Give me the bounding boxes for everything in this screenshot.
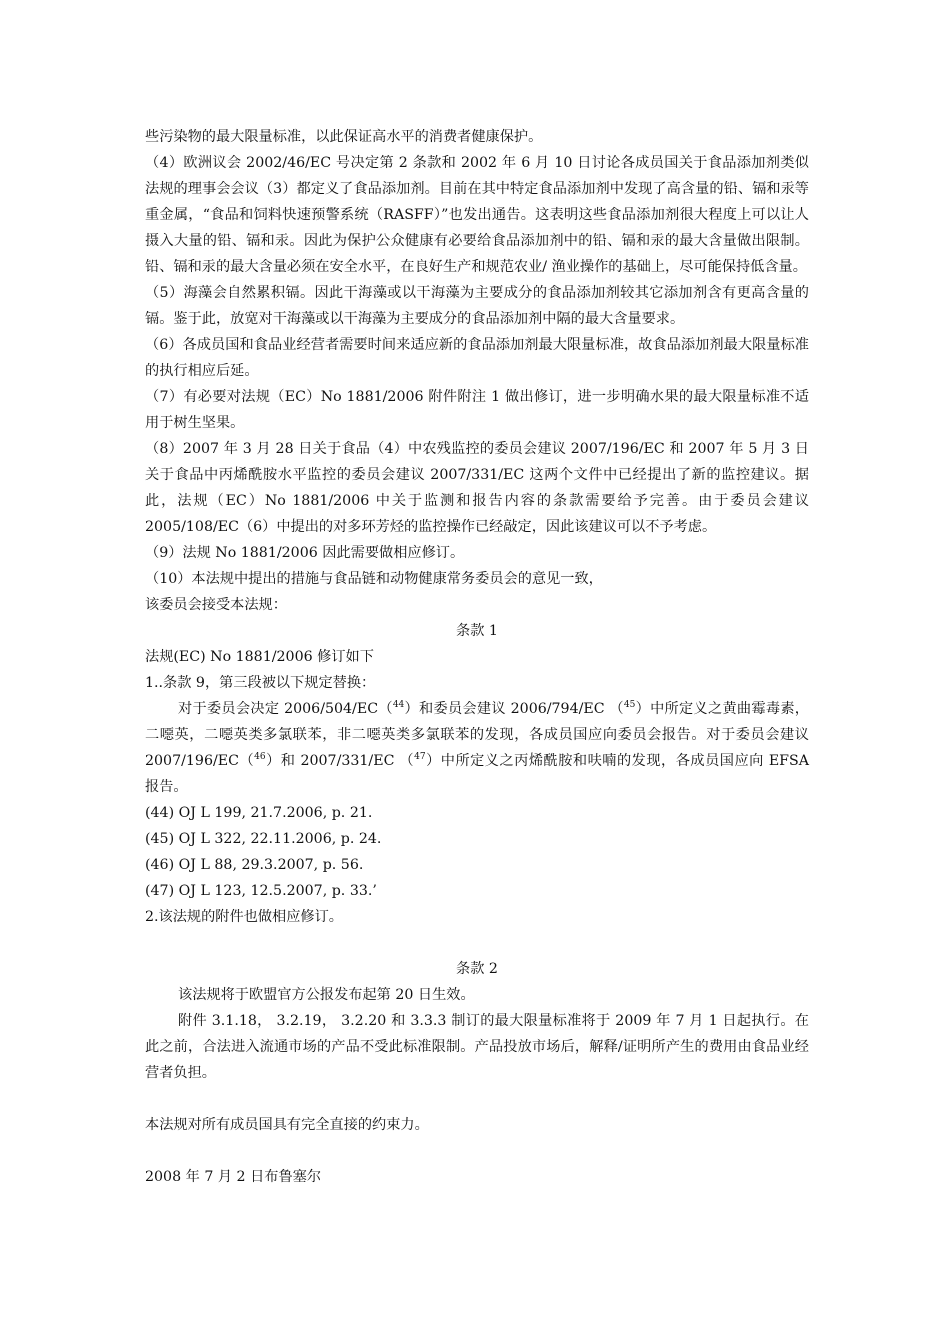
acceptance-line: 该委员会接受本法规： [145, 597, 287, 613]
reference-44: (44) OJ L 199, 21.7.2006, p. 21. [145, 805, 373, 821]
recital-4: （4）欧洲议会 2002/46/EC 号决定第 2 条款和 2002 年 6 月 10 日讨论各成员国关于食品添加剂类似法规的理事会会议（3）都定义了食品添加剂。目前在其中特定食品添加剂中发现了高含量的铅、镉和汞等重金属，“食品和饲料快速预警系统（RASFF）”也发出通告。这表明这些食品添加剂很大程度上可以让人摄入大量的铅、镉和汞。因此为保护公众健康有必要给食品添加剂中的铅、镉和汞的最大含量做出限制。铅、镉和汞的最大含量必须在安全水平，在良好生产和规范农业/ 渔业操作的基础上，尽可能保持低含量。 [145, 155, 809, 275]
spacer [145, 1086, 809, 1112]
article-2-heading: 条款 2 [456, 961, 498, 977]
recital-10: （10）本法规中提出的措施与食品链和动物健康常务委员会的意见一致， [145, 571, 603, 587]
spacer [145, 930, 809, 956]
entry-into-force: 该法规将于欧盟官方公报发布起第 20 日生效。 [178, 987, 475, 1003]
recital-9: （9）法规 No 1881/2006 因此需要做相应修订。 [145, 545, 465, 561]
spacer [145, 1138, 809, 1164]
signature-date: 2008 年 7 月 2 日布鲁塞尔 [145, 1169, 322, 1185]
amendment-intro: 法规(EC) No 1881/2006 修订如下 [145, 649, 374, 665]
replacement-part-e: ）中所定义之丙烯酰胺和呋喃的发现，各成员国应向 EFSA 报告。 [145, 753, 809, 795]
amendment-item-2: 2.该法规的附件也做相应修订。 [145, 909, 343, 925]
replacement-text [145, 696, 809, 800]
replacement-part-c: ）中所定义之黄曲霉毒素，二噁英，二噁英类多氯联苯，非二噁英类多氯联苯的发现，各成员国应向委员会报告。对于委员会建议 2007/196/EC（ [145, 701, 809, 769]
recital-5: （5）海藻会自然累积镉。因此干海藻或以干海藻为主要成分的食品添加剂较其它添加剂含有更高含量的镉。鉴于此，放宽对干海藻或以干海藻为主要成分的食品添加剂中隔的最大含量要求。 [145, 285, 809, 327]
paragraph-continuation: 些污染物的最大限量标准，以此保证高水平的消费者健康保护。 [145, 129, 543, 145]
reference-45: (45) OJ L 322, 22.11.2006, p. 24. [145, 831, 382, 847]
amendment-item-1: 1..条款 9，第三段被以下规定替换： [145, 675, 376, 691]
replacement-part-a: 对于委员会决定 2006/504/EC（ [178, 701, 393, 717]
footnote-marker-46: 46 [254, 752, 266, 762]
annex-application-date: 附件 3.1.18， 3.2.19， 3.2.20 和 3.3.3 制订的最大限量标准将于 2009 年 7 月 1 日起执行。在此之前，合法进入流通市场的产品不受此标准限制。产品投放市场后，解释/证明所产生的费用由食品业经营者负担。 [145, 1013, 809, 1081]
reference-46: (46) OJ L 88, 29.3.2007, p. 56. [145, 857, 364, 873]
replacement-part-d: ）和 2007/331/EC （ [265, 753, 415, 769]
replacement-part-b: ）和委员会建议 2006/794/EC （ [404, 701, 624, 717]
article-1-heading: 条款 1 [456, 623, 498, 639]
footnote-marker-44: 44 [392, 700, 405, 710]
document-page [145, 124, 809, 1190]
recital-6: （6）各成员国和食品业经营者需要时间来适应新的食品添加剂最大限量标准，故食品添加剂最大限量标准的执行相应后延。 [145, 337, 809, 379]
reference-47: (47) OJ L 123, 12.5.2007, p. 33.’ [145, 883, 377, 899]
recital-7: （7）有必要对法规（EC）No 1881/2006 附件附注 1 做出修订，进一步明确水果的最大限量标准不适用于树生坚果。 [145, 389, 809, 431]
recital-8: （8）2007 年 3 月 28 日关于食品（4）中农残监控的委员会建议 2007/196/EC 和 2007 年 5 月 3 日关于食品中丙烯酰胺水平监控的委员会建议 2007/331/EC 这两个文件中已经提出了新的监控建议。据此，法规（EC）No 1881/2006 中关于监测和报告内容的条款需要给予完善。由于委员会建议 2005/108/EC（6）中提出的对多环芳烃的监控操作已经敲定，因此该建议可以不予考虑。 [145, 441, 809, 535]
footnote-marker-47: 47 [414, 752, 426, 762]
binding-statement: 本法规对所有成员国具有完全直接的约束力。 [145, 1117, 429, 1133]
footnote-marker-45: 45 [623, 700, 636, 710]
